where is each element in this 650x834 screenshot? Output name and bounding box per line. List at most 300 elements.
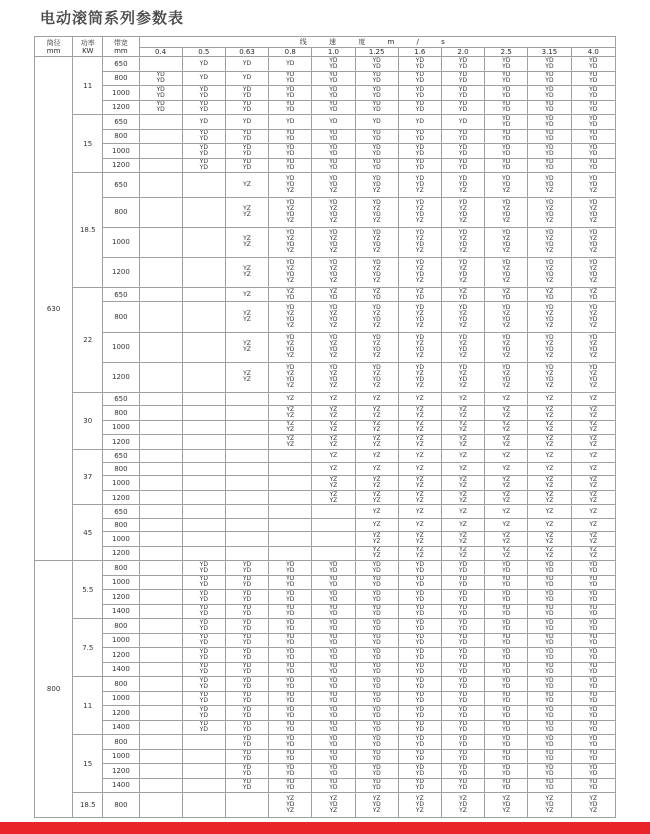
model-code: YZ [589,451,598,459]
model-code: YD [458,720,468,728]
model-code: YD [545,56,554,64]
model-code: YD [545,174,554,182]
model-code: YD [199,143,208,151]
model-cell [225,561,268,576]
header-power-unit: KW [82,46,94,55]
model-code: YZ [589,370,598,378]
width-cell: 650 [103,449,139,462]
model-cell [571,633,615,648]
header-diameter-label: 筒径 [46,38,61,47]
model-code: YZ [459,520,467,528]
model-code: YD [286,581,295,589]
model-code: YZ [589,382,598,390]
model-code: YZ [459,411,467,419]
model-code: YD [415,85,424,93]
model-code: YZ [589,340,598,348]
model-code: YD [286,106,295,114]
width-cell: 1200 [103,590,139,605]
model-code: YZ [502,186,511,194]
model-cell [441,546,484,561]
model-code: YZ [459,352,467,360]
model-code: YD [286,91,295,99]
model-code: YZ [329,394,338,402]
model-cell [355,158,398,173]
model-code: YD [415,697,424,705]
model-cell [182,392,225,405]
model-code: YD [502,56,511,64]
model-cell [355,362,398,392]
model-code: YD [372,589,381,597]
table-row [35,362,616,392]
model-code: YD [372,705,381,713]
model-code: YZ [502,309,511,317]
model-code: YD [415,566,424,574]
model-code: YD [545,85,554,93]
model-code: YZ [329,405,338,413]
model-cell [269,735,312,750]
model-cell [441,619,484,634]
model-code: YZ [459,370,467,378]
model-code: YD [589,62,598,70]
model-code: YZ [502,394,511,402]
model-code: YD [329,315,338,323]
model-code: YD [286,618,295,626]
width-cell: 1200 [103,546,139,561]
model-code: YD [372,682,381,690]
model-code: YD [199,691,208,699]
model-code: YZ [286,426,295,434]
model-code: YD [589,164,598,172]
model-cell [312,706,355,721]
model-cell [312,648,355,663]
model-code: YZ [372,520,381,528]
model-code: YD [286,376,295,384]
model-code: YD [286,801,295,809]
model-code: YD [458,618,468,626]
model-code: YD [199,100,208,108]
model-cell [139,476,182,491]
model-code: YZ [545,434,554,442]
model-cell [139,257,182,287]
model-cell [269,435,312,450]
model-cell [528,604,571,619]
model-code: YD [329,199,338,207]
model-cell [571,129,615,144]
model-cell [571,227,615,257]
model-code: YD [502,106,511,114]
model-code: YZ [372,476,381,484]
model-code: YZ [502,807,511,815]
model-cell [269,691,312,706]
model-code: YD [372,720,381,728]
model-code: YD [372,117,381,125]
model-cell [139,532,182,547]
model-cell [312,575,355,590]
model-code: YD [502,334,511,342]
model-cell [269,633,312,648]
diameter-cell: 800 [35,561,73,818]
model-cell [139,546,182,561]
table-row [35,57,616,72]
model-code: YD [242,149,252,157]
model-cell [398,197,441,227]
table-row [35,677,616,692]
model-cell [485,490,528,505]
model-code: YZ [286,277,295,285]
model-code: YZ [545,807,554,815]
model-code: YD [589,624,598,632]
model-code: YD [589,199,598,207]
model-code: YD [286,199,295,207]
model-cell [355,518,398,531]
model-cell [225,173,268,198]
model-cell [225,227,268,257]
model-cell [182,302,225,332]
model-code: YZ [329,265,338,273]
table-row [35,532,616,547]
model-code: YD [329,271,338,279]
model-code: YD [242,566,252,574]
model-code: YD [199,589,208,597]
model-code: YD [415,589,424,597]
width-cell: 800 [103,463,139,476]
model-code: YZ [459,394,467,402]
model-code: YZ [372,287,381,295]
model-cell [485,518,528,531]
speed-header-2: 0.63 [225,48,268,57]
model-cell [571,677,615,692]
model-cell [139,420,182,435]
model-cell [398,129,441,144]
power-cell: 15 [73,735,103,793]
model-code: YZ [286,287,295,295]
model-code: YD [458,91,468,99]
model-code: YD [372,769,381,777]
model-cell [355,435,398,450]
model-code: YD [458,778,468,786]
model-cell [312,158,355,173]
model-code: YD [502,566,511,574]
model-code: YZ [415,552,424,560]
model-code: YZ [459,277,467,285]
model-code: YD [415,769,424,777]
width-cell: 800 [103,197,139,227]
model-cell [312,720,355,735]
model-code: YZ [243,271,251,279]
model-code: YD [372,315,381,323]
model-code: YZ [545,186,554,194]
width-cell: 1200 [103,257,139,287]
model-code: YD [458,77,468,85]
model-cell [571,505,615,518]
model-code: YD [415,705,424,713]
model-code: YD [329,749,338,757]
model-code: YZ [589,186,598,194]
model-code: YZ [415,434,424,442]
model-cell [528,435,571,450]
model-code: YD [329,56,338,64]
model-cell [355,706,398,721]
model-code: YZ [286,247,295,255]
model-code: YD [415,211,424,219]
model-cell [571,619,615,634]
model-cell [312,362,355,392]
model-code: YD [502,720,511,728]
model-cell [528,332,571,362]
width-cell: 800 [103,129,139,144]
model-code: YD [286,668,295,676]
model-code: YD [502,624,511,632]
model-cell [225,435,268,450]
model-code: YZ [415,217,424,225]
model-code: YD [372,763,381,771]
model-code: YD [458,604,468,612]
model-code: YD [242,763,252,771]
model-cell [398,490,441,505]
table-row [35,420,616,435]
model-code: YD [545,229,554,237]
model-code: YD [545,639,554,647]
model-cell [312,518,355,531]
model-cell [355,287,398,302]
footer-red-bar [0,822,650,834]
model-code: YZ [329,217,338,225]
model-code: YD [199,604,208,612]
table-row [35,720,616,735]
model-cell [441,449,484,462]
model-cell [225,590,268,605]
model-code: YD [415,77,424,85]
model-cell [312,476,355,491]
model-code: YD [242,575,252,583]
model-code: YZ [286,340,295,348]
model-code: YD [589,618,598,626]
model-code: YZ [372,321,381,329]
model-code: YD [242,143,252,151]
model-cell [225,197,268,227]
model-code: YD [199,653,208,661]
model-cell [528,173,571,198]
model-code: YD [329,624,338,632]
model-code: YD [372,135,381,143]
model-code: YD [156,91,165,99]
model-code: YZ [459,235,467,243]
model-cell [225,648,268,663]
header-power [73,37,103,57]
model-code: YD [372,71,381,79]
model-code: YZ [545,520,554,528]
model-code: YZ [589,394,598,402]
model-code: YD [329,647,338,655]
model-code: YD [589,697,598,705]
model-code: YD [372,56,381,64]
model-code: YD [199,149,208,157]
model-code: YD [545,581,554,589]
model-cell [182,435,225,450]
model-code: YD [329,149,338,157]
model-code: YZ [589,496,598,504]
model-code: YD [415,560,424,568]
model-code: YD [199,106,208,114]
model-code: YD [242,726,252,734]
model-cell [441,302,484,332]
model-code: YD [589,705,598,713]
model-code: YZ [589,546,598,554]
model-code: YD [372,697,381,705]
speed-header-7: 2.0 [441,48,484,57]
model-cell [139,575,182,590]
width-cell: 800 [103,735,139,750]
model-code: YD [242,740,252,748]
model-code: YD [415,624,424,632]
model-code: YD [458,199,468,207]
model-code: YD [589,647,598,655]
width-cell: 1000 [103,420,139,435]
model-cell [571,71,615,86]
model-cell [485,86,528,101]
model-code: YD [502,129,511,137]
model-cell [571,197,615,227]
model-code: YZ [372,370,381,378]
width-cell: 800 [103,302,139,332]
model-code: YZ [372,394,381,402]
model-cell [441,720,484,735]
model-code: YD [415,734,424,742]
model-code: YZ [589,277,598,285]
model-code: YZ [415,405,424,413]
model-code: YD [589,633,598,641]
model-code: YD [286,711,295,719]
model-cell [398,100,441,115]
model-cell [269,604,312,619]
model-code: YZ [286,265,295,273]
model-code: YD [415,100,424,108]
model-cell [398,720,441,735]
model-code: YZ [243,370,251,378]
model-code: YD [286,755,295,763]
model-code: YZ [589,434,598,442]
width-cell: 1000 [103,476,139,491]
model-code: YD [286,158,295,166]
model-code: YZ [459,426,467,434]
model-cell [571,463,615,476]
model-code: YD [156,71,165,79]
model-code: YZ [372,426,381,434]
model-cell [571,302,615,332]
model-cell [398,332,441,362]
model-code: YD [329,303,338,311]
model-code: YZ [589,411,598,419]
model-code: YD [502,769,511,777]
model-code: YD [199,566,208,574]
model-code: YD [329,100,338,108]
model-code: YZ [415,235,424,243]
model-cell [528,227,571,257]
model-code: YD [372,595,381,603]
model-cell [485,575,528,590]
model-code: YD [199,697,208,705]
model-cell [485,158,528,173]
model-code: YD [329,668,338,676]
model-code: YD [199,129,208,137]
model-cell [355,57,398,72]
model-cell [225,749,268,764]
model-cell [355,144,398,159]
model-cell [441,406,484,421]
model-code: YD [329,241,338,249]
model-cell [485,648,528,663]
model-code: YZ [329,205,338,213]
model-code: YD [329,711,338,719]
model-code: YD [458,581,468,589]
model-code: YD [545,801,554,809]
diameter-cell: 630 [35,57,73,561]
table-row [35,227,616,257]
model-code: YD [502,662,511,670]
model-cell [528,71,571,86]
model-code: YZ [459,321,467,329]
model-code: YD [415,91,424,99]
model-code: YZ [545,277,554,285]
model-code: YZ [329,490,338,498]
model-code: YD [458,259,468,267]
model-cell [485,173,528,198]
model-code: YZ [589,217,598,225]
model-code: YD [589,174,598,182]
width-cell: 800 [103,518,139,531]
model-code: YD [458,241,468,249]
model-cell [225,129,268,144]
model-cell [312,173,355,198]
model-code: YD [286,778,295,786]
model-code: YZ [502,507,511,515]
model-cell [355,420,398,435]
model-code: YD [545,734,554,742]
model-code: YD [415,149,424,157]
model-code: YD [286,303,295,311]
model-cell [269,100,312,115]
model-cell [398,227,441,257]
model-cell [571,449,615,462]
model-cell [528,463,571,476]
model-code: YD [458,734,468,742]
model-code: YD [589,720,598,728]
model-cell [441,115,484,130]
model-code: YD [329,211,338,219]
model-cell [182,735,225,750]
model-cell [398,173,441,198]
model-code: YD [458,763,468,771]
model-cell [269,392,312,405]
model-code: YD [589,581,598,589]
table-row [35,129,616,144]
model-code: YD [415,639,424,647]
model-cell [182,144,225,159]
model-code: YD [589,135,598,143]
model-code: YZ [459,795,467,803]
model-cell [139,129,182,144]
model-code: YD [458,135,468,143]
model-code: YD [502,364,511,372]
model-cell [182,362,225,392]
model-cell [269,362,312,392]
model-code: YD [545,610,554,618]
model-code: YZ [286,205,295,213]
table-body [35,57,616,818]
model-code: YD [329,117,338,125]
model-code: YD [415,740,424,748]
model-code: YD [545,293,554,301]
